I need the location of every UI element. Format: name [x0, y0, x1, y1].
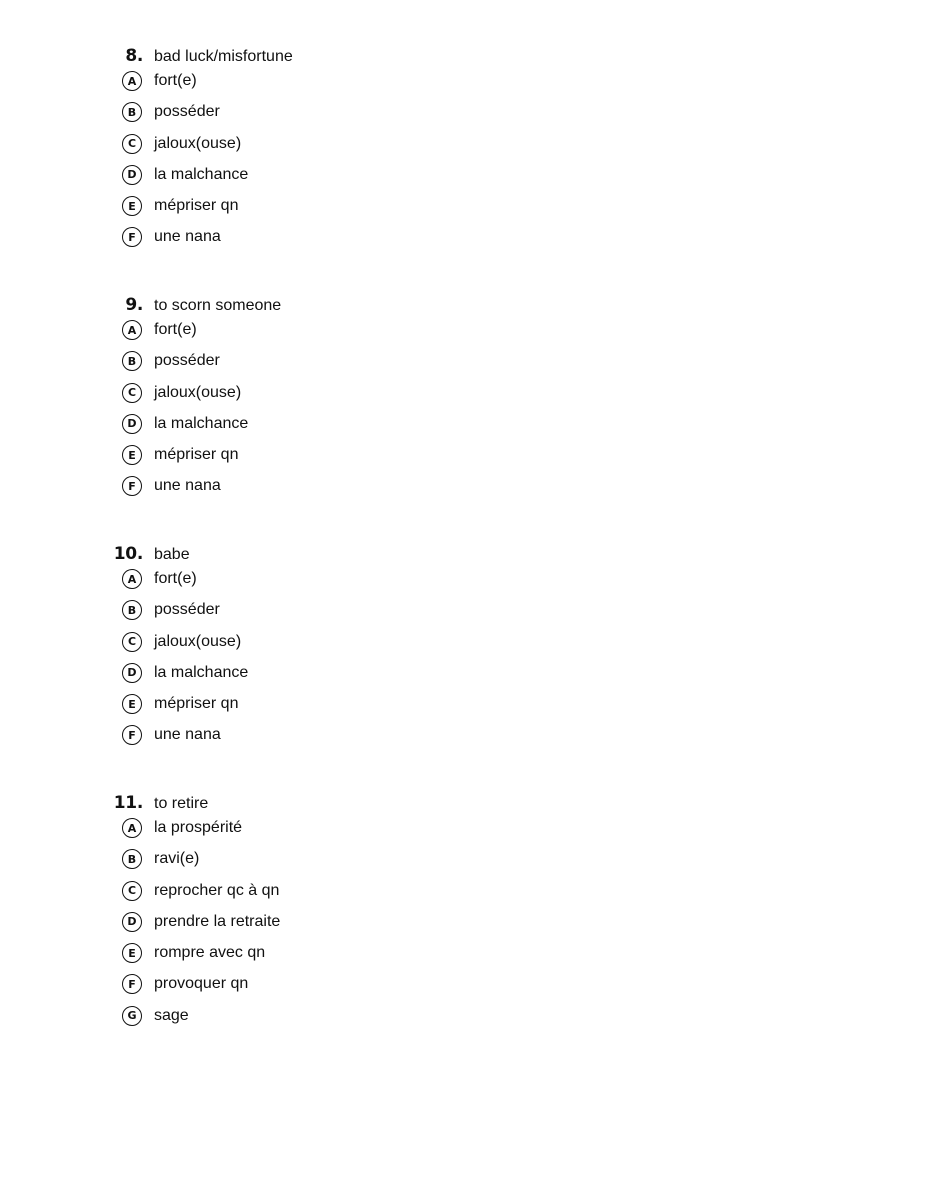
answer-bubble[interactable]: C [122, 632, 142, 652]
question-8 [110, 45, 710, 259]
answer-option-e[interactable] [110, 694, 710, 725]
answer-text: mépriser qn [154, 695, 239, 713]
answer-bubble[interactable]: C [122, 881, 142, 901]
answer-text: la malchance [154, 165, 249, 183]
answer-option-e[interactable] [110, 196, 710, 227]
answer-bubble[interactable]: D [122, 663, 142, 683]
question-11 [110, 792, 710, 1037]
answer-text: ravi(e) [154, 850, 200, 868]
answer-bubble[interactable]: D [122, 414, 142, 434]
answer-option-b[interactable] [110, 849, 710, 880]
answer-option-d[interactable] [110, 414, 710, 445]
question-10 [110, 543, 710, 757]
answer-options [110, 818, 710, 1037]
answer-option-b[interactable] [110, 600, 710, 631]
answer-bubble[interactable]: A [122, 71, 142, 91]
answer-bubble[interactable]: G [122, 1006, 142, 1026]
answer-option-c[interactable] [110, 383, 710, 414]
answer-option-f[interactable] [110, 476, 710, 507]
answer-options [110, 569, 710, 757]
answer-text: sage [154, 1006, 189, 1024]
answer-text: prendre la retraite [154, 912, 281, 930]
answer-option-e[interactable] [110, 445, 710, 476]
answer-option-g[interactable] [110, 1006, 710, 1037]
answer-text: posséder [154, 103, 220, 121]
question-number: 9. [125, 295, 143, 315]
answer-bubble[interactable]: A [122, 320, 142, 340]
answer-bubble[interactable]: E [122, 943, 142, 963]
answer-option-e[interactable] [110, 943, 710, 974]
answer-option-d[interactable] [110, 663, 710, 694]
answer-text: une nana [154, 477, 221, 495]
answer-text: une nana [154, 726, 221, 744]
answer-text: rompre avec qn [154, 944, 266, 962]
answer-text: jaloux(ouse) [154, 134, 242, 152]
answer-option-b[interactable] [110, 102, 710, 133]
answer-bubble[interactable]: B [122, 351, 142, 371]
answer-bubble[interactable]: B [122, 600, 142, 620]
question-number: 11. [113, 793, 143, 813]
answer-options [110, 71, 710, 259]
question-number: 8. [125, 46, 143, 66]
question-header [110, 45, 710, 71]
answer-bubble[interactable]: F [122, 227, 142, 247]
answer-text: posséder [154, 352, 220, 370]
answer-bubble[interactable]: E [122, 445, 142, 465]
question-header [110, 543, 710, 569]
answer-text: reprocher qc à qn [154, 881, 280, 899]
answer-bubble[interactable]: A [122, 818, 142, 838]
question-prompt: to scorn someone [154, 297, 282, 314]
answer-option-b[interactable] [110, 351, 710, 382]
answer-text: fort(e) [154, 570, 197, 587]
answer-text: mépriser qn [154, 197, 239, 215]
question-prompt: bad luck/misfortune [154, 48, 293, 65]
question-number: 10. [113, 544, 143, 564]
answer-text: la prospérité [154, 819, 243, 836]
answer-option-d[interactable] [110, 912, 710, 943]
answer-text: la malchance [154, 414, 249, 432]
answer-bubble[interactable]: E [122, 196, 142, 216]
answer-option-f[interactable] [110, 725, 710, 756]
answer-bubble[interactable]: E [122, 694, 142, 714]
answer-option-a[interactable] [110, 569, 710, 600]
question-prompt: babe [154, 546, 190, 563]
answer-option-f[interactable] [110, 974, 710, 1005]
answer-text: fort(e) [154, 72, 197, 89]
answer-bubble[interactable]: B [122, 102, 142, 122]
answer-bubble[interactable]: D [122, 165, 142, 185]
answer-text: la malchance [154, 663, 249, 681]
answer-bubble[interactable]: A [122, 569, 142, 589]
question-header [110, 294, 710, 320]
answer-option-a[interactable] [110, 71, 710, 102]
answer-option-f[interactable] [110, 227, 710, 258]
answer-text: posséder [154, 601, 220, 619]
answer-bubble[interactable]: B [122, 849, 142, 869]
answer-text: fort(e) [154, 321, 197, 338]
answer-options [110, 320, 710, 508]
answer-text: mépriser qn [154, 446, 239, 464]
answer-option-a[interactable] [110, 818, 710, 849]
answer-text: provoquer qn [154, 975, 249, 993]
answer-text: jaloux(ouse) [154, 632, 242, 650]
answer-bubble[interactable]: D [122, 912, 142, 932]
answer-option-c[interactable] [110, 632, 710, 663]
question-header [110, 792, 710, 818]
answer-bubble[interactable]: F [122, 974, 142, 994]
answer-bubble[interactable]: C [122, 383, 142, 403]
answer-option-a[interactable] [110, 320, 710, 351]
answer-bubble[interactable]: F [122, 725, 142, 745]
question-9 [110, 294, 710, 508]
answer-option-c[interactable] [110, 134, 710, 165]
answer-text: une nana [154, 228, 221, 246]
answer-bubble[interactable]: F [122, 476, 142, 496]
answer-option-c[interactable] [110, 881, 710, 912]
question-prompt: to retire [154, 795, 209, 812]
answer-option-d[interactable] [110, 165, 710, 196]
answer-bubble[interactable]: C [122, 134, 142, 154]
answer-text: jaloux(ouse) [154, 383, 242, 401]
